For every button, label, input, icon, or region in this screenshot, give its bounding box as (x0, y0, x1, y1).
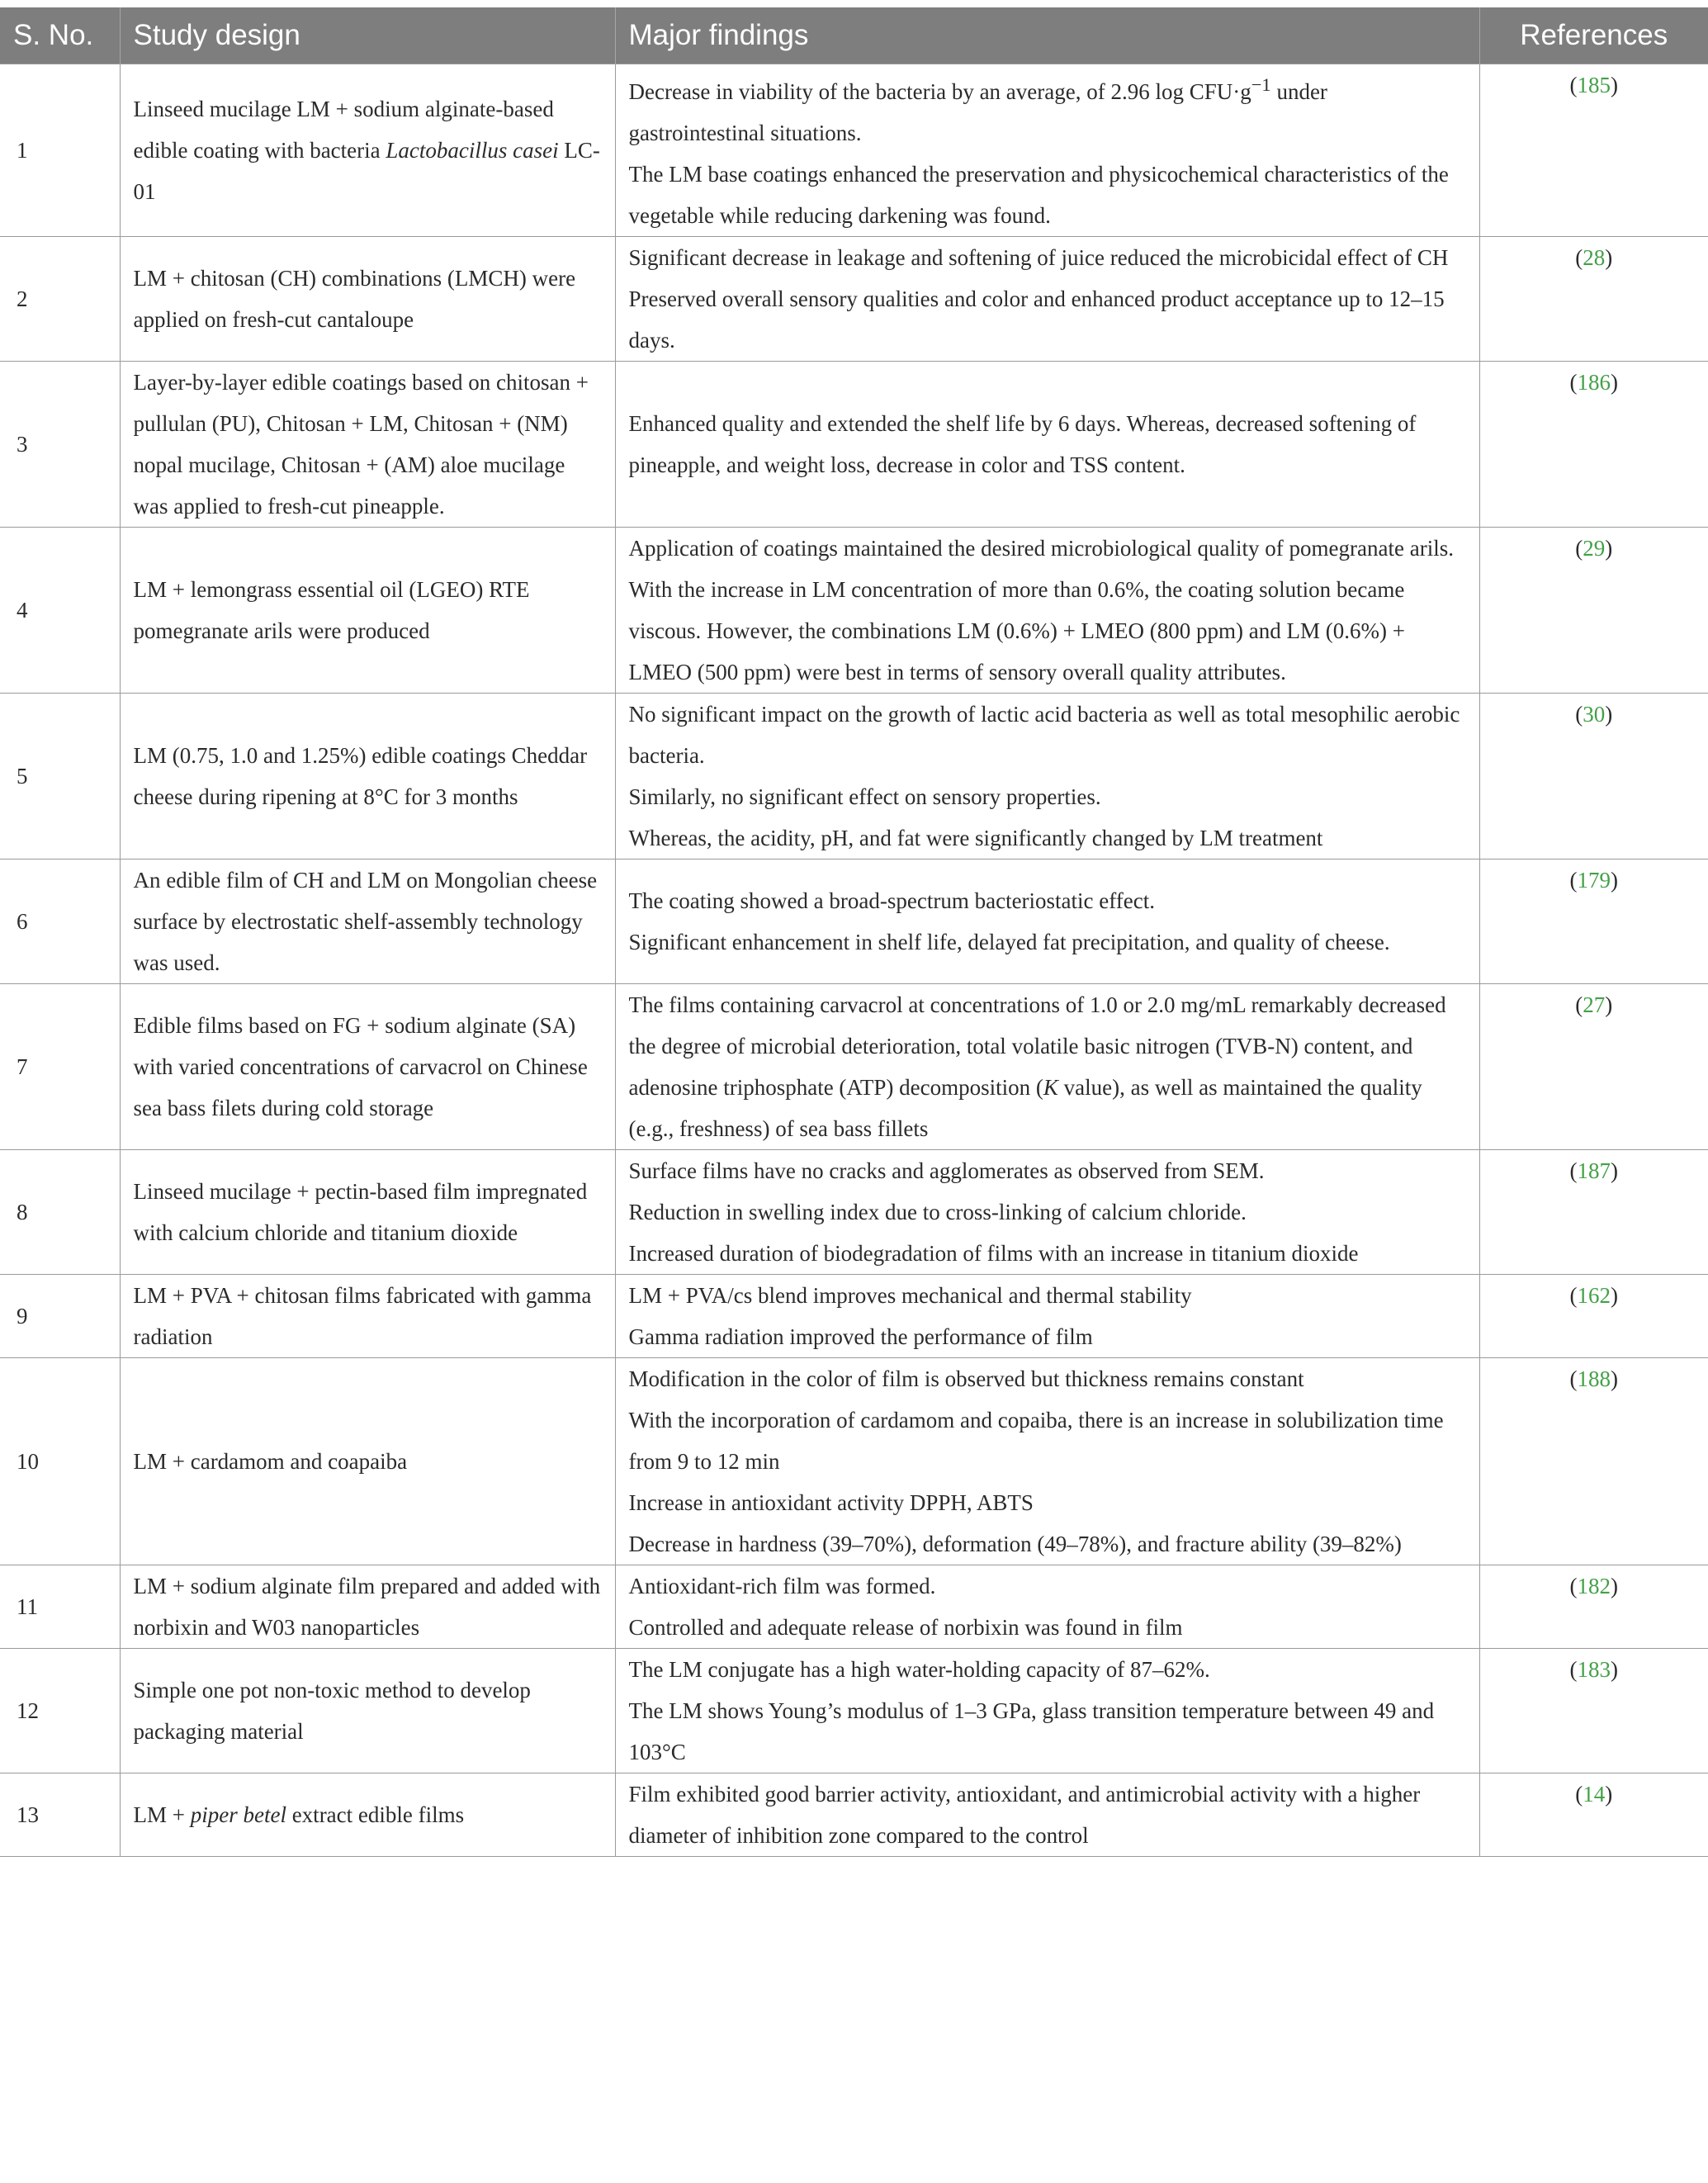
finding-line: The LM shows Young’s modulus of 1–3 GPa, glass transition temperature between 49 and 103°C (628, 1698, 1435, 1764)
finding-line: The LM base coatings enhanced the preservation and physicochemical characteristics of the vegetable while reducing darkening was found. (628, 162, 1449, 228)
finding-line: Surface films have no cracks and agglomerates as observed from SEM. (628, 1158, 1265, 1183)
table-row (0, 528, 1708, 694)
row-number: 12 (0, 1649, 120, 1773)
row-number: 4 (0, 528, 120, 694)
table-row (0, 1275, 1708, 1358)
row-number: 5 (0, 694, 120, 859)
reference-link[interactable]: 188 (1577, 1366, 1611, 1391)
finding-line: Controlled and adequate release of norbixin was found in film (628, 1615, 1183, 1640)
major-findings-cell (615, 1150, 1479, 1275)
header-row (0, 7, 1708, 64)
reference-link[interactable]: 187 (1577, 1158, 1611, 1183)
finding-line: Increase in antioxidant activity DPPH, ABTS (628, 1490, 1034, 1515)
reference-cell: (29) (1479, 528, 1708, 694)
major-findings-cell (615, 984, 1479, 1150)
row-number: 13 (0, 1773, 120, 1857)
study-design-cell: Edible films based on FG + sodium alginate (SA) with varied concentrations of carvacrol on Chinese sea bass filets during cold storage (120, 984, 615, 1150)
table-row (0, 1358, 1708, 1565)
major-findings-cell (615, 237, 1479, 362)
table-row (0, 1150, 1708, 1275)
major-findings-cell (615, 362, 1479, 528)
reference-link[interactable]: 30 (1583, 702, 1606, 727)
table-body (0, 64, 1708, 1857)
table-row (0, 859, 1708, 984)
study-design-cell: LM + lemongrass essential oil (LGEO) RTE pomegranate arils were produced (120, 528, 615, 694)
finding-line: Increased duration of biodegradation of films with an increase in titanium dioxide (628, 1241, 1359, 1266)
reference-link[interactable]: 28 (1583, 245, 1606, 270)
finding-line: Similarly, no significant effect on sensory properties. (628, 784, 1101, 809)
table-row (0, 1565, 1708, 1649)
row-number: 11 (0, 1565, 120, 1649)
study-design-cell: Linseed mucilage LM + sodium alginate-based edible coating with bacteria Lactobacillus casei LC-01 (120, 64, 615, 237)
reference-cell: (27) (1479, 984, 1708, 1150)
finding-line: Application of coatings maintained the desired microbiological quality of pomegranate arils. (628, 536, 1454, 561)
reference-link[interactable]: 14 (1583, 1782, 1606, 1807)
major-findings-cell (615, 528, 1479, 694)
table-row (0, 1773, 1708, 1857)
reference-link[interactable]: 27 (1583, 992, 1606, 1017)
major-findings-cell (615, 1773, 1479, 1857)
row-number: 2 (0, 237, 120, 362)
finding-line: Enhanced quality and extended the shelf life by 6 days. Whereas, decreased softening of pineapple, and weight loss, decrease in color and TSS content. (628, 411, 1417, 477)
major-findings-cell (615, 694, 1479, 859)
row-number: 6 (0, 859, 120, 984)
reference-link[interactable]: 186 (1577, 370, 1611, 395)
study-design-cell: Simple one pot non-toxic method to develop packaging material (120, 1649, 615, 1773)
row-number: 9 (0, 1275, 120, 1358)
finding-line: With the increase in LM concentration of more than 0.6%, the coating solution became viscous. However, the combinations LM (0.6%) + LMEO (800 ppm) and LM (0.6%) + LMEO (500 ppm) were best in terms of sensory overall quality attributes. (628, 577, 1405, 684)
reference-cell: (179) (1479, 859, 1708, 984)
table-header (0, 7, 1708, 64)
findings-table (0, 7, 1708, 1857)
finding-line: Decrease in hardness (39–70%), deformation (49–78%), and fracture ability (39–82%) (628, 1532, 1402, 1556)
reference-cell: (185) (1479, 64, 1708, 237)
row-number: 10 (0, 1358, 120, 1565)
study-design-cell: LM + cardamom and coapaiba (120, 1358, 615, 1565)
table-row (0, 64, 1708, 237)
reference-link[interactable]: 179 (1577, 868, 1611, 893)
header-sno: S. No. (0, 7, 120, 64)
study-design-cell: LM + piper betel extract edible films (120, 1773, 615, 1857)
reference-link[interactable]: 29 (1583, 536, 1606, 561)
reference-cell: (182) (1479, 1565, 1708, 1649)
finding-line: Preserved overall sensory qualities and color and enhanced product acceptance up to 12–15 days. (628, 286, 1445, 353)
finding-line: Modification in the color of film is observed but thickness remains constant (628, 1366, 1304, 1391)
finding-line: Whereas, the acidity, pH, and fat were significantly changed by LM treatment (628, 826, 1323, 850)
study-design-cell: An edible film of CH and LM on Mongolian cheese surface by electrostatic shelf-assembly technology was used. (120, 859, 615, 984)
reference-cell: (28) (1479, 237, 1708, 362)
reference-cell: (187) (1479, 1150, 1708, 1275)
table-row (0, 362, 1708, 528)
finding-line: Gamma radiation improved the performance of film (628, 1324, 1093, 1349)
row-number: 8 (0, 1150, 120, 1275)
finding-line: Significant decrease in leakage and softening of juice reduced the microbicidal effect of CH (628, 245, 1449, 270)
finding-line: With the incorporation of cardamom and copaiba, there is an increase in solubilization time from 9 to 12 min (628, 1408, 1444, 1474)
row-number: 1 (0, 64, 120, 237)
finding-line: No significant impact on the growth of lactic acid bacteria as well as total mesophilic aerobic bacteria. (628, 702, 1460, 768)
finding-line: Significant enhancement in shelf life, delayed fat precipitation, and quality of cheese. (628, 930, 1390, 954)
study-design-cell: LM + chitosan (CH) combinations (LMCH) were applied on fresh-cut cantaloupe (120, 237, 615, 362)
reference-cell: (162) (1479, 1275, 1708, 1358)
study-design-cell: LM + sodium alginate film prepared and added with norbixin and W03 nanoparticles (120, 1565, 615, 1649)
major-findings-cell (615, 1649, 1479, 1773)
reference-link[interactable]: 162 (1577, 1283, 1611, 1308)
reference-cell: (30) (1479, 694, 1708, 859)
reference-cell: (188) (1479, 1358, 1708, 1565)
finding-line: The films containing carvacrol at concentrations of 1.0 or 2.0 mg/mL remarkably decreased the degree of microbial deterioration, total volatile basic nitrogen (TVB-N) content, and adenosine triphosphate (ATP) decomposition (K value), as well as maintained the quality (e.g., freshness) of sea bass fillets (628, 992, 1446, 1141)
major-findings-cell (615, 1358, 1479, 1565)
study-design-cell: LM + PVA + chitosan films fabricated with gamma radiation (120, 1275, 615, 1358)
finding-line: Decrease in viability of the bacteria by an average, of 2.96 $\log CFU\cdot g^{-1}$ under gastrointestinal situations. (628, 74, 1327, 145)
finding-line: The LM conjugate has a high water-holding capacity of 87–62%. (628, 1657, 1210, 1682)
header-major-findings: Major findings (615, 7, 1479, 64)
finding-line: Antioxidant-rich film was formed. (628, 1574, 936, 1598)
reference-link[interactable]: 185 (1577, 73, 1611, 97)
header-references: References (1479, 7, 1708, 64)
major-findings-cell (615, 64, 1479, 237)
major-findings-cell (615, 1275, 1479, 1358)
reference-cell: (186) (1479, 362, 1708, 528)
major-findings-cell (615, 859, 1479, 984)
header-study-design: Study design (120, 7, 615, 64)
study-design-cell: LM (0.75, 1.0 and 1.25%) edible coatings Cheddar cheese during ripening at 8°C for 3 months (120, 694, 615, 859)
table-row (0, 984, 1708, 1150)
table-row (0, 1649, 1708, 1773)
finding-line: LM + PVA/cs blend improves mechanical and thermal stability (628, 1283, 1192, 1308)
finding-line: The coating showed a broad-spectrum bacteriostatic effect. (628, 888, 1155, 913)
major-findings-cell (615, 1565, 1479, 1649)
table-row (0, 694, 1708, 859)
reference-link[interactable]: 183 (1577, 1657, 1611, 1682)
study-design-cell: Linseed mucilage + pectin-based film impregnated with calcium chloride and titanium dioxide (120, 1150, 615, 1275)
table-row (0, 237, 1708, 362)
row-number: 7 (0, 984, 120, 1150)
finding-line: Reduction in swelling index due to cross-linking of calcium chloride. (628, 1200, 1247, 1224)
reference-link[interactable]: 182 (1577, 1574, 1611, 1598)
reference-cell: (183) (1479, 1649, 1708, 1773)
finding-line: Film exhibited good barrier activity, antioxidant, and antimicrobial activity with a higher diameter of inhibition zone compared to the control (628, 1782, 1421, 1848)
reference-cell: (14) (1479, 1773, 1708, 1857)
row-number: 3 (0, 362, 120, 528)
study-design-cell: Layer-by-layer edible coatings based on chitosan + pullulan (PU), Chitosan + LM, Chitosan + (NM) nopal mucilage, Chitosan + (AM) aloe mucilage was applied to fresh-cut pineapple. (120, 362, 615, 528)
